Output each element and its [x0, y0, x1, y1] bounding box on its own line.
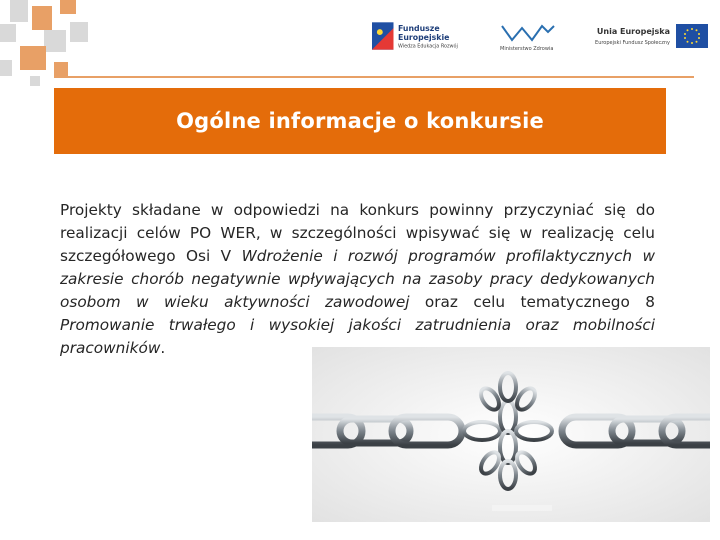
body-paragraph: [60, 199, 655, 360]
ue-sub: Europejski Fundusz Społeczny: [595, 40, 670, 46]
body-text-2: oraz celu tematycznego 8: [409, 293, 655, 311]
ministerstwo-zdrowia-logo: [498, 18, 558, 54]
header-divider: [62, 76, 694, 78]
chain-links-icon: [312, 347, 710, 522]
mz-sub: Ministerstwo Zdrowia: [500, 46, 554, 52]
body-text-3: .: [160, 339, 166, 357]
fe-line2: Europejskie: [397, 32, 449, 42]
fundusze-europejskie-logo: [372, 18, 462, 54]
body-italic-2: Promowanie trwałego i wysokiej jakości zatrudnienia oraz mobilności pracowników: [60, 316, 655, 357]
title-band: [54, 88, 666, 154]
ue-title: Unia Europejska: [596, 27, 670, 36]
mz-wave-icon: [502, 26, 554, 40]
unia-europejska-logo: [588, 18, 708, 54]
slide-title: Ogólne informacje o konkursie: [176, 109, 544, 133]
fe-line1: Fundusze: [397, 24, 440, 34]
eu-flag-icon: [676, 24, 708, 48]
fe-sub: Wiedza Edukacja Rozwój: [397, 43, 458, 50]
fe-star-icon: [372, 22, 394, 50]
body-italic-1: Wdrożenie i rozwój programów profilaktycznych w zakresie chorób negatywnie wpływających na zasoby pracy dedykowanych osobom w wieku aktywności zawodowej: [60, 247, 655, 311]
chain-image: [312, 347, 710, 522]
body-text-1: Projekty składane w odpowiedzi na konkurs powinny przyczyniać się do realizacji celów PO WER, w szczególności wpisywać się w realizację celu szczegółowego Osi V: [60, 201, 655, 265]
decorative-squares: [0, 0, 110, 95]
